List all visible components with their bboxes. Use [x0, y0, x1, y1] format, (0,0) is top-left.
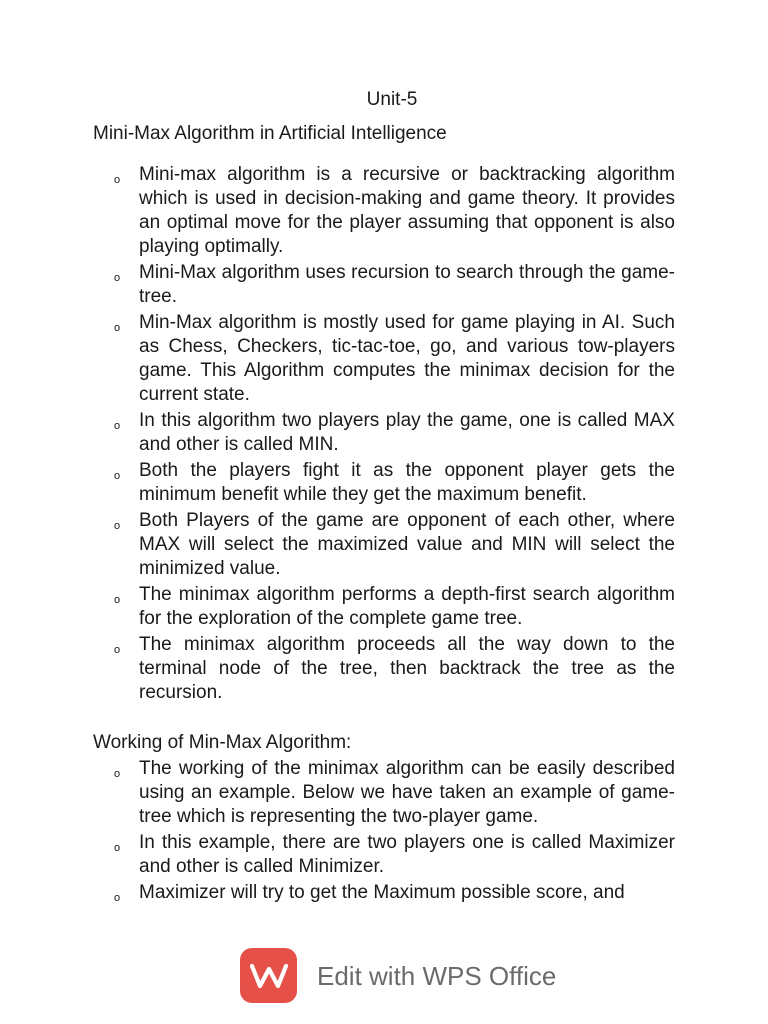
- list-item: [114, 881, 675, 905]
- list-item: [114, 311, 675, 407]
- list-item: [114, 633, 675, 705]
- wps-edit-label[interactable]: Edit with WPS Office: [317, 960, 557, 991]
- wps-edit-badge[interactable]: [240, 948, 556, 1003]
- list-item: [114, 163, 675, 259]
- list-item: [114, 757, 675, 829]
- list-item: [114, 831, 675, 879]
- list-item-text: In this example, there are two players one is called Maximizer and other is called Minimizer.: [139, 832, 675, 877]
- bullet-icon: o: [114, 842, 121, 854]
- list-item: [114, 261, 675, 309]
- wps-w-glyph-icon: [250, 963, 288, 989]
- list-item-text: The minimax algorithm proceeds all the way down to the terminal node of the tree, then backtrack the tree as the recursion.: [139, 634, 675, 703]
- list-item-text: In this algorithm two players play the game, one is called MAX and other is called MIN.: [139, 410, 675, 455]
- list-item-text: Mini-max algorithm is a recursive or backtracking algorithm which is used in decision-making and game theory. It provides an optimal move for the player assuming that opponent is also playing optimally.: [139, 164, 675, 257]
- bullet-icon: o: [114, 594, 121, 606]
- bullet-icon: o: [114, 272, 121, 284]
- bullet-icon: o: [114, 174, 121, 186]
- bullet-icon: o: [114, 644, 121, 656]
- bullet-icon: o: [114, 892, 121, 904]
- bullet-icon: o: [114, 420, 121, 432]
- section-heading-minimax: Mini-Max Algorithm in Artificial Intelligence: [93, 123, 447, 144]
- list-item: [114, 583, 675, 631]
- bullet-icon: o: [114, 768, 121, 780]
- bullet-list-minimax: [114, 163, 675, 707]
- bullet-icon: o: [114, 520, 121, 532]
- section-heading-working: Working of Min-Max Algorithm:: [93, 732, 352, 753]
- list-item-text: Min-Max algorithm is mostly used for game playing in AI. Such as Chess, Checkers, tic-tac-toe, go, and various tow-players game. This Algorithm computes the minimax decision for the current state.: [139, 312, 675, 405]
- unit-title: Unit-5: [366, 89, 418, 110]
- list-item-text: Both the players fight it as the opponent player gets the minimum benefit while they get the maximum benefit.: [139, 460, 675, 505]
- bullet-icon: o: [114, 322, 121, 334]
- bullet-icon: o: [114, 470, 121, 482]
- list-item: [114, 459, 675, 507]
- list-item: [114, 409, 675, 457]
- list-item-text: Maximizer will try to get the Maximum possible score, and: [139, 882, 625, 903]
- list-item-text: Mini-Max algorithm uses recursion to search through the game-tree.: [139, 262, 675, 307]
- wps-logo-icon[interactable]: [240, 948, 297, 1003]
- list-item-text: The working of the minimax algorithm can be easily described using an example. Below we have taken an example of game-tree which is representing the two-player game.: [139, 758, 675, 827]
- list-item-text: The minimax algorithm performs a depth-first search algorithm for the exploration of the complete game tree.: [139, 584, 675, 629]
- list-item: [114, 509, 675, 581]
- list-item-text: Both Players of the game are opponent of each other, where MAX will select the maximized value and MIN will select the minimized value.: [139, 510, 675, 579]
- bullet-list-working: [114, 757, 675, 907]
